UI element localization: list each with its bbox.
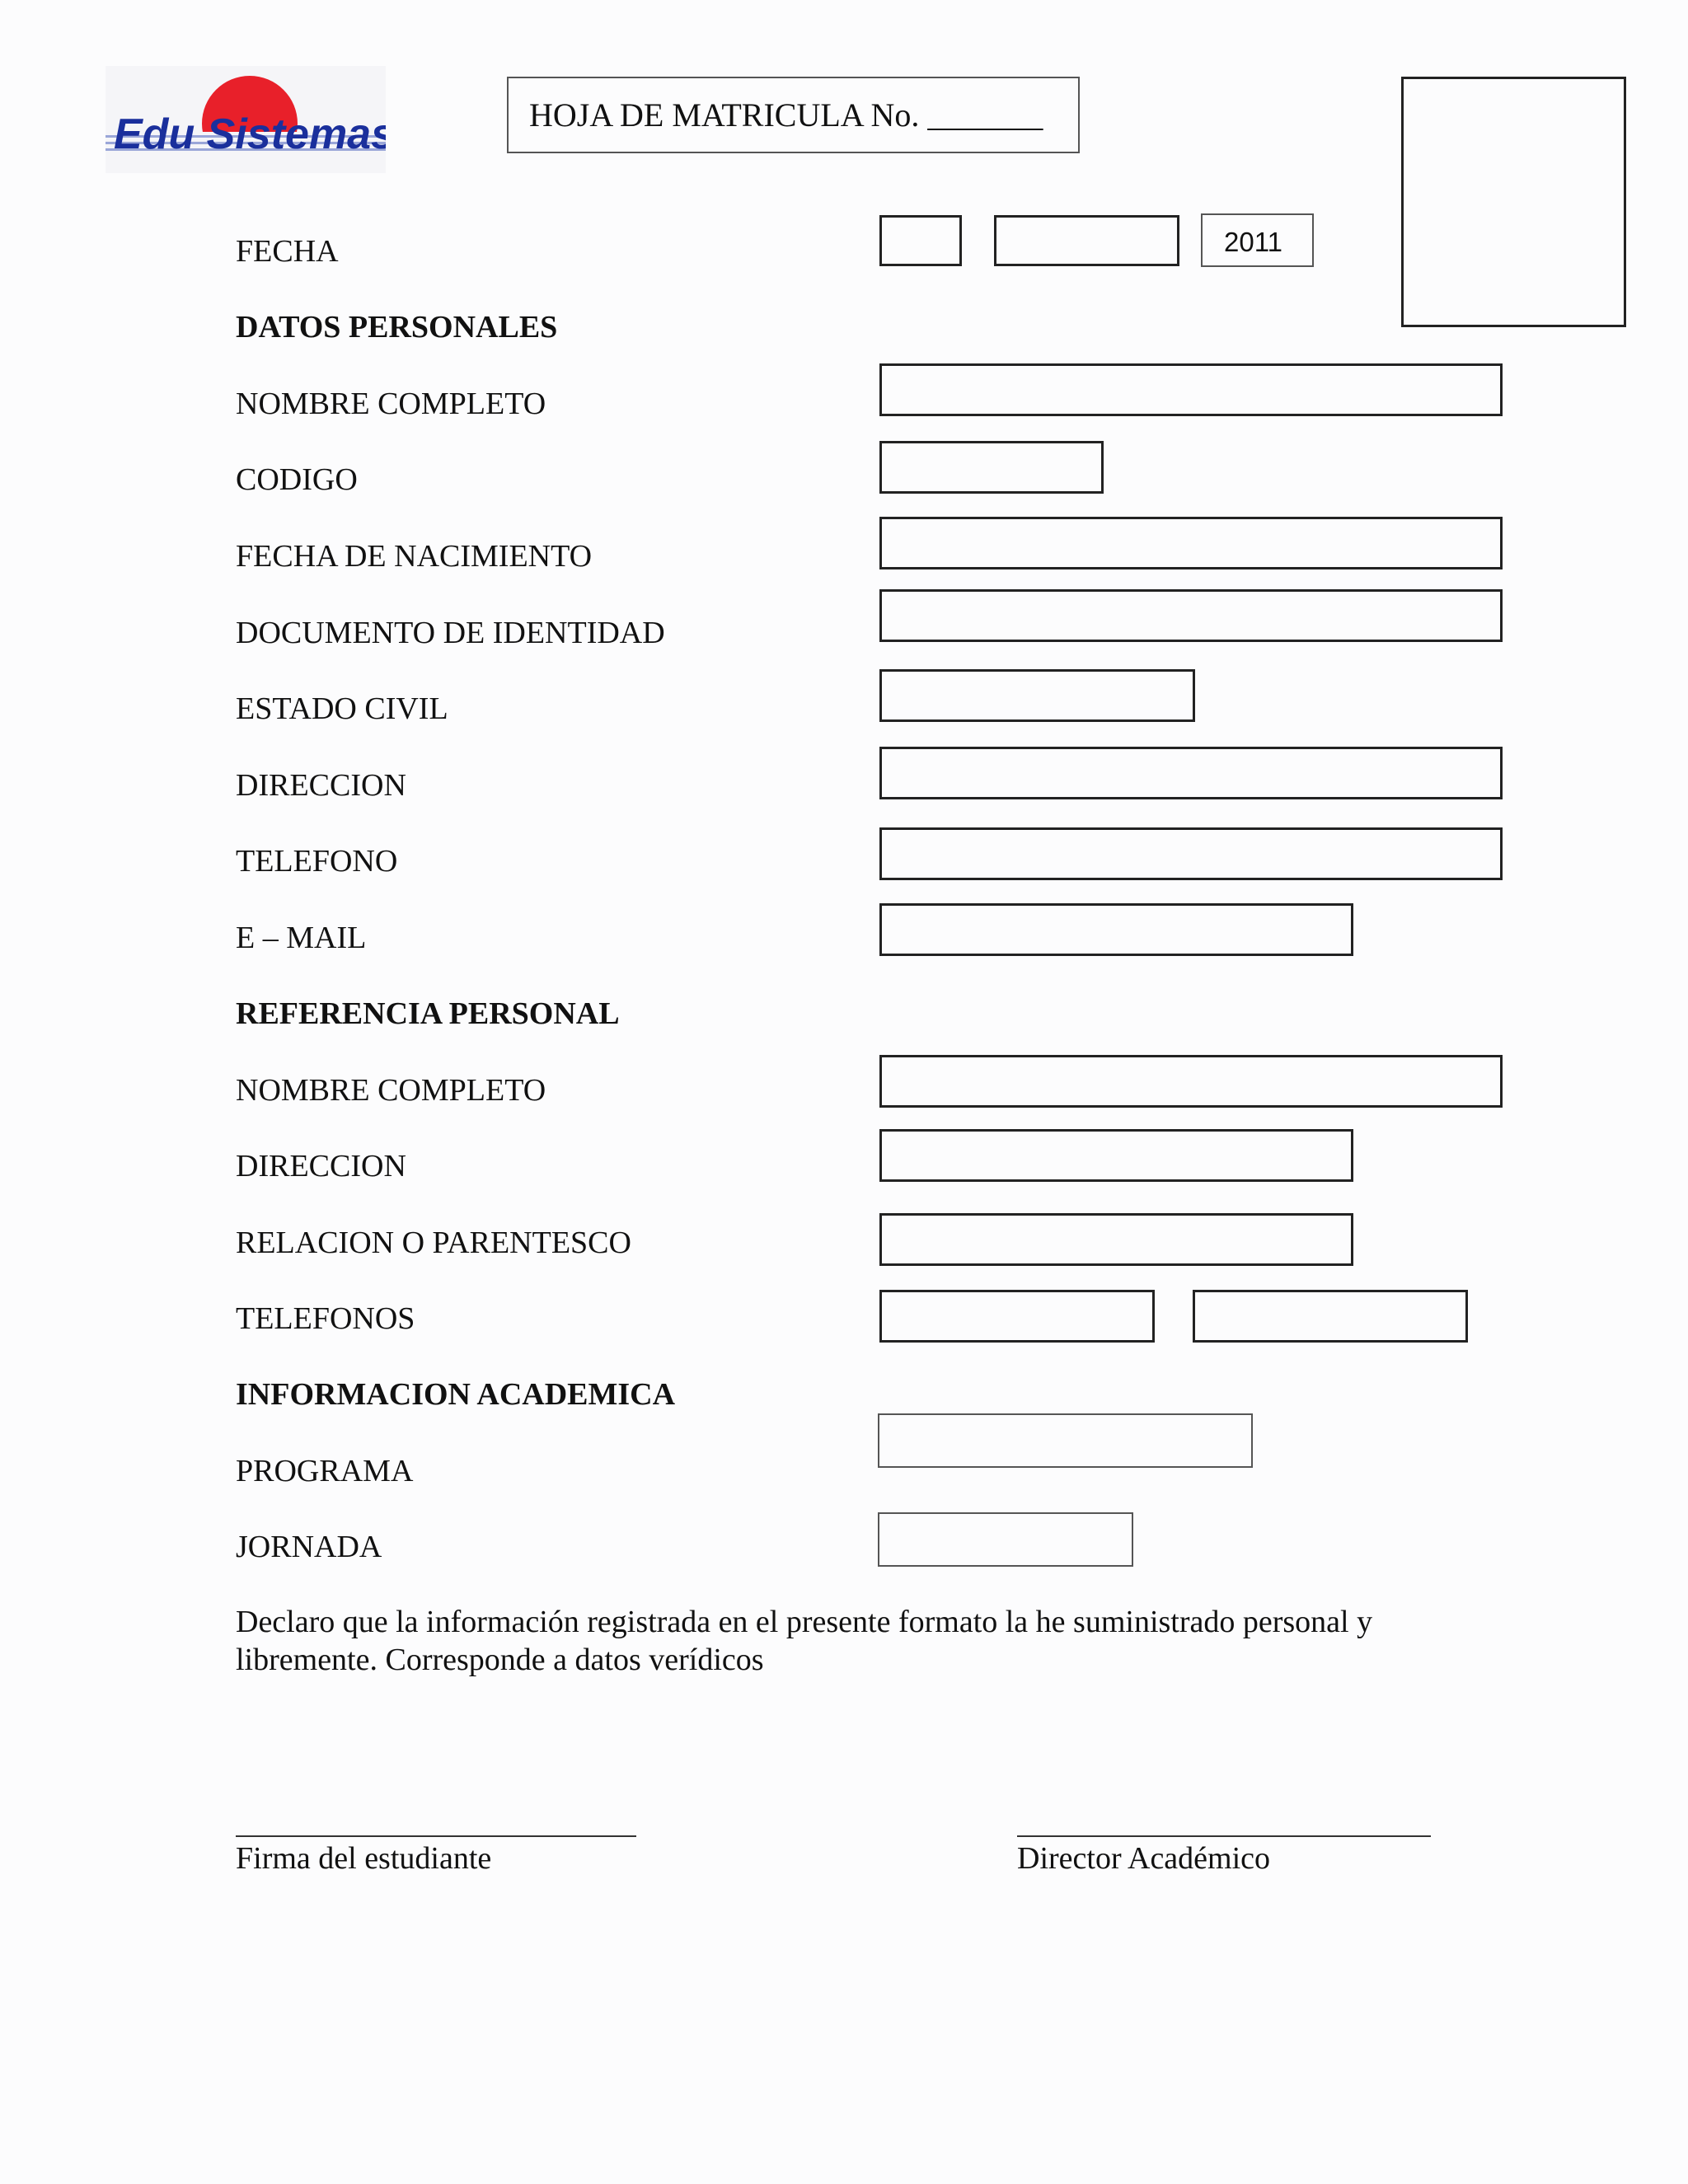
field-label-programa: PROGRAMA: [236, 1454, 414, 1488]
section-datos-personales: DATOS PERSONALES: [236, 310, 558, 344]
photo-box[interactable]: [1401, 77, 1626, 327]
director-signature-line[interactable]: [1017, 1835, 1431, 1837]
declaration-text: [236, 1603, 1637, 1679]
fecha-year-field[interactable]: [1201, 213, 1314, 267]
section-informacion-academica: INFORMACION ACADEMICA: [236, 1377, 676, 1412]
field-label-email: E – MAIL: [236, 921, 367, 955]
director-signature-label: Director Académico: [1017, 1841, 1271, 1876]
field-label-estado-civil: ESTADO CIVIL: [236, 691, 448, 726]
ref-nombre-completo-field[interactable]: [879, 1055, 1503, 1108]
telefono-2-field[interactable]: [1193, 1290, 1468, 1343]
student-signature-label: Firma del estudiante: [236, 1841, 492, 1876]
field-label-codigo: CODIGO: [236, 462, 358, 497]
student-signature-line[interactable]: [236, 1835, 636, 1837]
section-referencia-personal: REFERENCIA PERSONAL: [236, 996, 620, 1031]
title-box: [507, 77, 1080, 153]
estado-civil-field[interactable]: [879, 669, 1195, 722]
codigo-field[interactable]: [879, 441, 1104, 494]
programa-field[interactable]: [878, 1413, 1253, 1468]
logo-text: Edu Sistemas: [114, 110, 386, 158]
telefono-field[interactable]: [879, 827, 1503, 880]
nombre-completo-field[interactable]: [879, 363, 1503, 416]
fecha-month-field[interactable]: [994, 215, 1179, 266]
fecha-label: FECHA: [236, 234, 339, 269]
logo-graphic: [106, 66, 386, 173]
ref-direccion-field[interactable]: [879, 1129, 1353, 1182]
field-label-ref-direccion: DIRECCION: [236, 1149, 406, 1183]
edusistemas-logo: [106, 66, 386, 173]
fecha-nacimiento-field[interactable]: [879, 517, 1503, 569]
declaration-line-2: libremente. Corresponde a datos verídicos: [236, 1643, 764, 1677]
field-label-direccion: DIRECCION: [236, 768, 406, 803]
field-label-telefono: TELEFONO: [236, 844, 398, 879]
jornada-field[interactable]: [878, 1512, 1133, 1567]
documento-identidad-field[interactable]: [879, 589, 1503, 642]
relacion-parentesco-field[interactable]: [879, 1213, 1353, 1266]
field-label-relacion: RELACION O PARENTESCO: [236, 1226, 631, 1260]
email-field[interactable]: [879, 903, 1353, 956]
fecha-day-field[interactable]: [879, 215, 962, 266]
field-label-fecha-nacimiento: FECHA DE NACIMIENTO: [236, 539, 593, 574]
field-label-ref-nombre: NOMBRE COMPLETO: [236, 1073, 546, 1108]
telefono-1-field[interactable]: [879, 1290, 1155, 1343]
field-label-documento: DOCUMENTO DE IDENTIDAD: [236, 616, 665, 650]
field-label-telefonos: TELEFONOS: [236, 1301, 415, 1336]
field-label-jornada: JORNADA: [236, 1530, 382, 1564]
page-title: HOJA DE MATRICULA No. _______: [529, 96, 1043, 134]
field-label-nombre: NOMBRE COMPLETO: [236, 387, 546, 421]
direccion-field[interactable]: [879, 747, 1503, 799]
fecha-year-value: 2011: [1224, 227, 1282, 257]
declaration-line-1: Declaro que la información registrada en el presente formato la he suministrado personal y: [236, 1605, 1373, 1639]
